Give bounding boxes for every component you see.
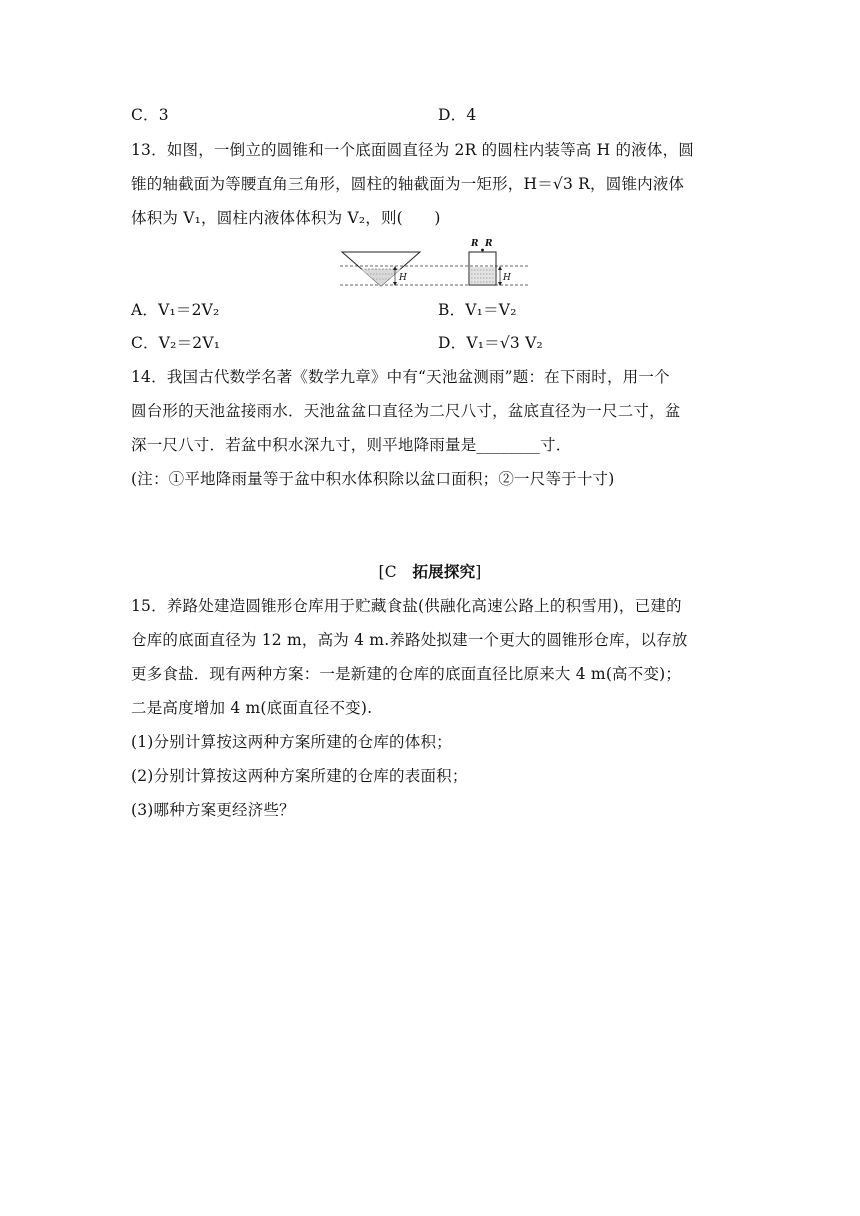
cyl-r-label-1: R [471,239,479,249]
q15-line-1: 15．养路处建造圆锥形仓库用于贮藏食盐(供融化高速公路上的积雪用)，已建的 [131,597,682,615]
q15-line-4: 二是高度增加 4 m(底面直径不变). [131,699,373,717]
q13-line-2: 锥的轴截面为等腰直角三角形，圆柱的轴截面为一矩形，H＝√3 R，圆锥内液体 [131,175,685,193]
q13-line-1: 13．如图，一倒立的圆锥和一个底面圆直径为 2R 的圆柱内装等高 H 的液体，圆 [131,141,694,159]
q15-part-1: (1)分别计算按这两种方案所建的仓库的体积； [131,733,452,751]
section-heading [0,562,860,582]
q13-option-a: A．V₁＝2V₂ [131,301,220,319]
cyl-h-label: H [503,273,511,283]
q14-line-3: 深一尺八寸．若盆中积水深九寸，则平地降雨量是________寸． [131,436,572,454]
section-prefix: [C [378,563,413,581]
q14-line-2: 圆台形的天池盆接雨水．天池盆盆口直径为二尺八寸，盆底直径为一尺二寸，盆 [131,402,681,420]
q12-option-c: C．3 [131,106,169,124]
q14-line-1: 14．我国古代数学名著《数学九章》中有“天池盆测雨”题：在下雨时，用一个 [131,368,670,386]
cyl-r-label-2: R [485,239,493,249]
q12-option-d: D．4 [438,106,477,124]
q13-line-3: 体积为 V₁，圆柱内液体体积为 V₂，则( ) [131,209,441,227]
cone-cylinder-figure [340,236,530,288]
section-title: 拓展探究 [412,563,476,581]
q13-option-c: C．V₂＝2V₁ [131,334,221,352]
q15-part-2: (2)分别计算按这两种方案所建的仓库的表面积； [131,767,468,785]
cone-h-label: H [399,273,407,283]
q15-line-3: 更多食盐．现有两种方案：一是新建的仓库的底面直径比原来大 4 m(高不变)； [131,665,682,683]
q15-line-2: 仓库的底面直径为 12 m，高为 4 m.养路处拟建一个更大的圆锥形仓库，以存放 [131,631,688,649]
q15-part-3: (3)哪种方案更经济些？ [131,801,295,819]
q14-note: (注：①平地降雨量等于盆中积水体积除以盆口面积；②一尺等于十寸) [131,470,615,488]
q13-option-b: B．V₁＝V₂ [438,301,517,319]
q13-option-d: D．V₁＝√3 V₂ [438,334,543,352]
section-suffix: ] [475,563,482,581]
